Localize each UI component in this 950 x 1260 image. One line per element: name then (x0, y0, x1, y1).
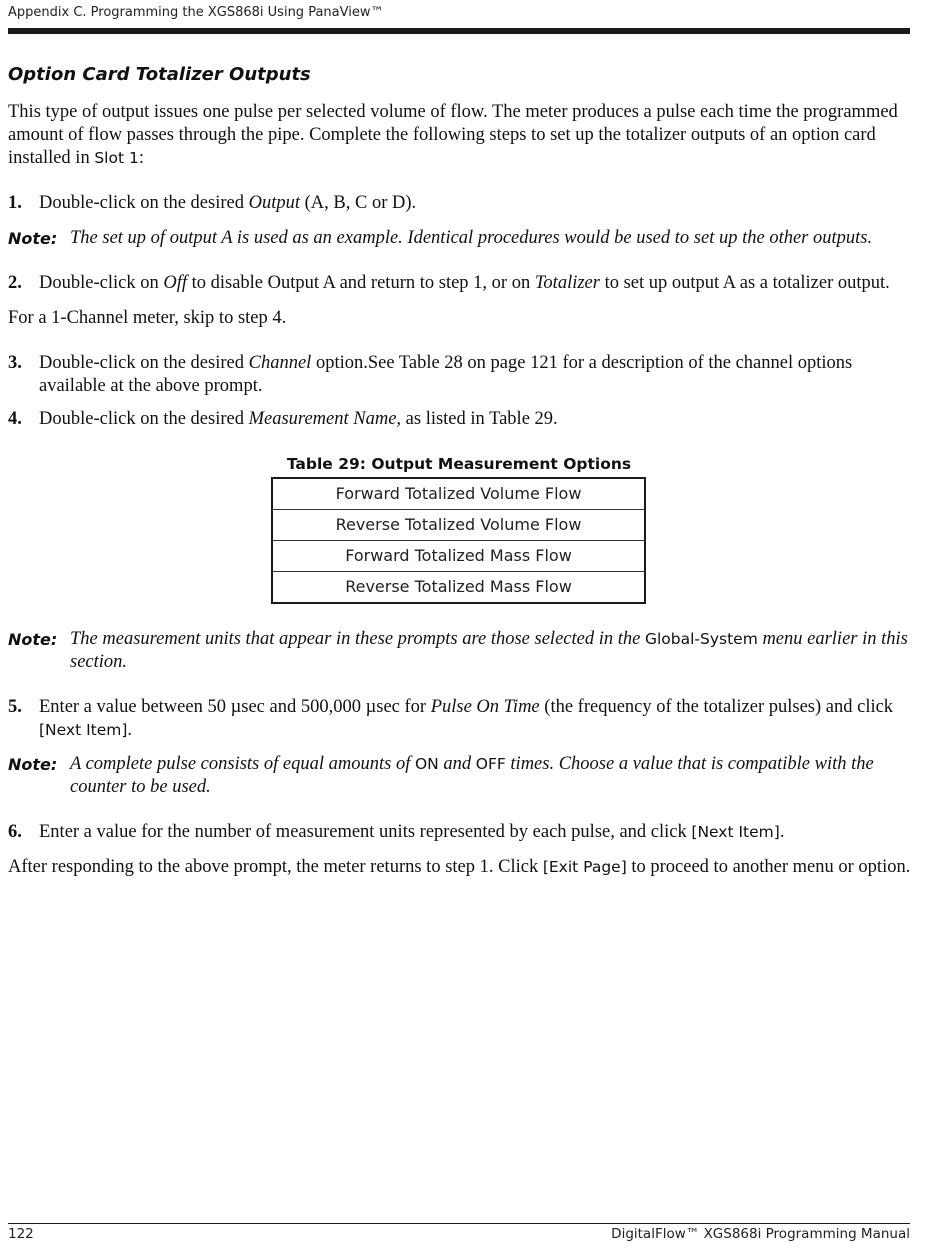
table-row: Forward Totalized Volume Flow (273, 479, 644, 510)
step-text: Double-click on the desired (39, 409, 249, 429)
note-text: menu earlier in this section. (70, 629, 908, 672)
step-text: Double-click on the desired (39, 353, 249, 373)
step-text: . (127, 720, 133, 740)
intro-paragraph (8, 101, 913, 170)
note-text: and (438, 754, 476, 774)
step-5 (8, 696, 913, 742)
step-3 (8, 352, 913, 398)
step-number: 4. (8, 409, 22, 429)
step-number: 6. (8, 822, 22, 842)
step-emphasis: Channel (248, 353, 312, 373)
step-text: Double-click on the desired (39, 193, 249, 213)
next-item-command: [Next Item] (691, 823, 780, 841)
step-text: as listed in Table 29. (401, 409, 558, 429)
step-number: 1. (8, 193, 22, 213)
header-rule (8, 28, 910, 34)
note-text: The measurement units that appear in these prompts are those selected in the (70, 629, 645, 649)
table-caption: Table 29: Output Measurement Options (286, 455, 632, 473)
step-emphasis: Off (163, 273, 187, 293)
step-text: (the frequency of the totalizer pulses) and click (539, 697, 894, 717)
note-text: times. Choose a value that is compatible with the counter to be used. (70, 754, 874, 797)
step-emphasis: Pulse On Time (430, 697, 540, 717)
closing-paragraph (8, 856, 913, 879)
off-term: OFF (475, 755, 506, 773)
section-title: Option Card Totalizer Outputs (8, 64, 311, 85)
step-emphasis: Totalizer (534, 273, 600, 293)
step-text: to disable Output A and return to step 1, or on (186, 273, 535, 293)
intro-text: This type of output issues one pulse per selected volume of flow. The meter produces a pulse each time the programmed amount of flow passes through the pipe. Complete the following steps to set up the totalizer outputs of an option card installed in (8, 102, 898, 168)
footer-rule (8, 1223, 910, 1224)
step-text: Enter a value for the number of measurement units represented by each pulse, and click (39, 822, 692, 842)
table-row: Reverse Totalized Mass Flow (345, 577, 572, 596)
step-1 (8, 192, 913, 215)
step-number: 5. (8, 697, 22, 717)
note-label: Note: (8, 229, 58, 248)
step-text: (A, B, C or D). (300, 193, 417, 213)
page-number: 122 (8, 1226, 34, 1242)
running-header: Appendix C. Programming the XGS868i Using PanaView™ (8, 5, 384, 20)
step-number: 3. (8, 353, 22, 373)
intro-end: : (138, 148, 144, 168)
on-term: ON (414, 755, 439, 773)
step-text: option.See Table 28 on page 121 for a description of the channel options available at the above prompt. (39, 353, 853, 396)
table-row: Reverse Totalized Volume Flow (273, 510, 644, 541)
exit-page-command: [Exit Page] (542, 858, 627, 876)
output-measurement-table (271, 477, 646, 604)
channel-note: For a 1-Channel meter, skip to step 4. (8, 308, 287, 328)
menu-name: Global-System (644, 630, 758, 648)
step-2 (8, 272, 913, 295)
note-label: Note: (8, 630, 58, 649)
closing-text: After responding to the above prompt, the meter returns to step 1. Click (8, 857, 543, 877)
note-text: A complete pulse consists of equal amounts of (70, 754, 415, 774)
manual-title: DigitalFlow™ XGS868i Programming Manual (611, 1226, 910, 1242)
note-text: The set up of output A is used as an example. Identical procedures would be used to set up the other outputs. (70, 228, 873, 248)
step-text: to set up output A as a totalizer output. (599, 273, 890, 293)
note-1 (8, 227, 913, 250)
note-label: Note: (8, 755, 58, 774)
closing-text: to proceed to another menu or option. (626, 857, 911, 877)
note-2 (8, 628, 913, 674)
next-item-command: [Next Item] (39, 721, 128, 739)
slot-label: Slot 1 (94, 149, 139, 167)
note-3 (8, 753, 913, 799)
table-row: Forward Totalized Mass Flow (273, 541, 644, 572)
step-text: Enter a value between 50 µsec and 500,000 µsec for (39, 697, 431, 717)
step-emphasis: Measurement Name, (248, 409, 402, 429)
step-4 (8, 408, 913, 431)
step-6 (8, 821, 913, 844)
step-emphasis: Output (248, 193, 300, 213)
step-text: . (779, 822, 785, 842)
step-text: Double-click on (39, 273, 164, 293)
step-number: 2. (8, 273, 22, 293)
